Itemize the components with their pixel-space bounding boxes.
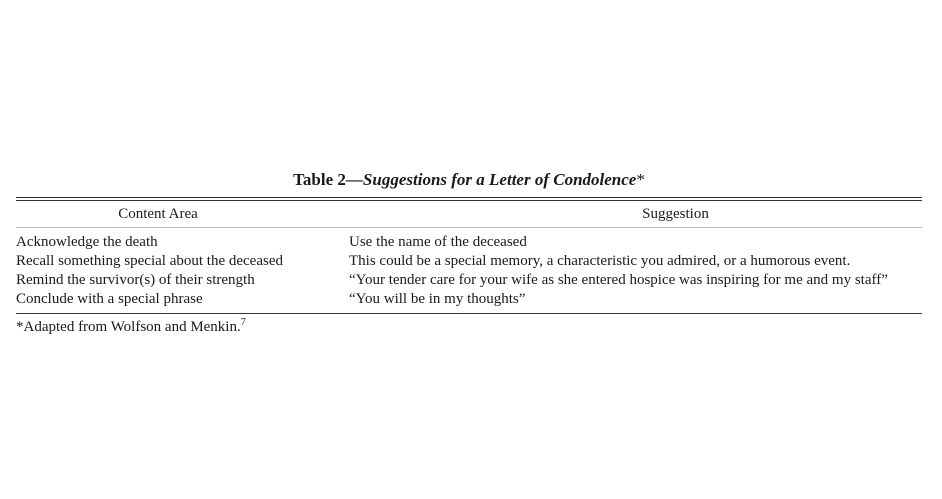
suggestion-cell: Use the name of the deceased — [349, 234, 527, 250]
table-row — [16, 233, 922, 252]
content-area-cell: Recall something special about the deceased — [16, 253, 283, 269]
column-header-suggestion: Suggestion — [642, 205, 709, 222]
table-label: Table 2— — [293, 170, 363, 189]
footnote-text: *Adapted from Wolfson and Menkin. — [16, 319, 241, 335]
content-area-cell: Conclude with a special phrase — [16, 291, 203, 307]
title-footnote-mark: * — [636, 170, 645, 189]
table-footnote — [16, 318, 922, 337]
content-area-cell: Remind the survivor(s) of their strength — [16, 272, 255, 288]
footnote-reference: 7 — [240, 317, 246, 328]
suggestion-cell: This could be a special memory, a characteristic you admired, or a humorous event. — [349, 253, 851, 269]
suggestion-cell: “Your tender care for your wife as she entered hospice was inspiring for me and my staff” — [349, 272, 888, 288]
table-header-row — [16, 201, 922, 227]
table-title: Suggestions for a Letter of Condolence — [362, 170, 637, 189]
condolence-table — [16, 168, 922, 337]
table-body — [16, 228, 922, 313]
suggestion-cell: “You will be in my thoughts” — [349, 291, 526, 307]
table-row — [16, 252, 922, 271]
table-caption — [16, 168, 922, 192]
column-header-content-area: Content Area — [118, 205, 198, 222]
bottom-rule — [16, 313, 922, 314]
content-area-cell: Acknowledge the death — [16, 234, 158, 250]
table-row — [16, 271, 922, 290]
table-row — [16, 290, 922, 309]
